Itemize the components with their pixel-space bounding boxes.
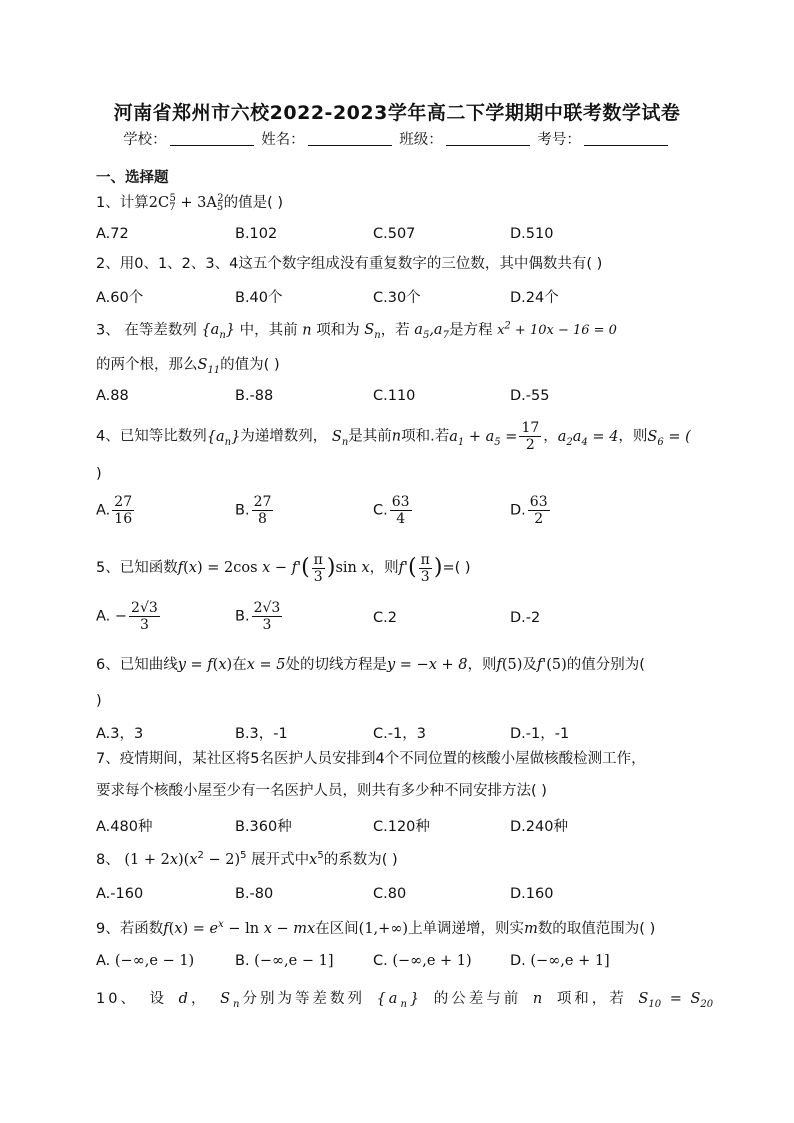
- q5-option-d[interactable]: D.-2: [510, 610, 541, 626]
- q4-option-b[interactable]: B. $\frac{27}{8}$: [235, 494, 272, 527]
- q3-option-d[interactable]: D.-55: [510, 388, 550, 404]
- q6-option-c[interactable]: C.-1，3: [373, 726, 426, 742]
- name-blank[interactable]: [308, 131, 392, 146]
- question-7-line-2: 要求每个核酸小屋至少有一名医护人员，则共有多少种不同安排方法( ): [96, 783, 547, 799]
- q9-option-c[interactable]: C. (−∞,e + 1): [373, 953, 472, 969]
- class-blank[interactable]: [446, 131, 530, 146]
- q8-option-b[interactable]: B.-80: [235, 886, 274, 902]
- q5-options: [96, 600, 696, 644]
- q3-options: [96, 388, 696, 418]
- question-5: 5、已知函数f(x) = 2cos x − f'( $\frac{\pi}{3}$ )sin x，则f'( $\frac{\pi}{3}$ )=( ): [96, 551, 471, 585]
- q4-option-d[interactable]: D. $\frac{63}{2}$: [510, 494, 548, 527]
- q4-option-c[interactable]: C. $\frac{63}{4}$: [373, 494, 410, 527]
- class-label: 班级：: [399, 132, 443, 148]
- q8-option-c[interactable]: C.80: [373, 886, 407, 902]
- question-4-line-1: 4、已知等比数列$\{a_n\}$为递增数列， $S_n$是其前n项和.若$a_1 + a_5$ = $\frac{17}{2}$ ，$a_2a_4 = 4$，则$S_6$ = (: [96, 420, 691, 453]
- q2-option-d[interactable]: D.24个: [510, 290, 559, 306]
- q1-option-b[interactable]: B.102: [235, 226, 278, 242]
- q7-option-b[interactable]: B.360种: [235, 819, 292, 835]
- q1-option-a[interactable]: A.72: [96, 226, 129, 242]
- q7-option-c[interactable]: C.120种: [373, 819, 430, 835]
- exam-number-label: 考号：: [537, 132, 581, 148]
- school-label: 学校：: [123, 132, 167, 148]
- question-3-line-2: 的两个根，那么$S_{11}$的值为( ): [96, 357, 280, 376]
- q6-option-d[interactable]: D.-1，-1: [510, 726, 570, 742]
- section-heading: 一、选择题: [96, 170, 169, 186]
- q2-options: [96, 286, 696, 316]
- q6-option-b[interactable]: B.3，-1: [235, 726, 288, 742]
- question-8: 8、 $(1 + 2x)(x^2 - 2)^5$ 展开式中$x^5$的系数为( ): [96, 850, 398, 868]
- question-4-line-2: ): [96, 466, 102, 482]
- q3-option-b[interactable]: B.-88: [235, 388, 274, 404]
- name-label: 姓名：: [261, 132, 305, 148]
- q7-options: [96, 815, 696, 845]
- question-2: 2、用0、1、2、3、4这五个数字组成没有重复数字的三位数，其中偶数共有( ): [96, 256, 603, 272]
- question-6-line-1: 6、已知曲线y = f(x)在x = 5处的切线方程是y = −x + 8，则f(5)及f'(5)的值分别为(: [96, 657, 645, 673]
- q5-option-c[interactable]: C.2: [373, 610, 397, 626]
- q9-option-d[interactable]: D. (−∞,e + 1]: [510, 953, 610, 969]
- q6-option-a[interactable]: A.3，3: [96, 726, 144, 742]
- q8-option-a[interactable]: A.-160: [96, 886, 144, 902]
- q2-option-a[interactable]: A.60个: [96, 290, 144, 306]
- q9-options: [96, 953, 696, 983]
- q2-option-b[interactable]: B.40个: [235, 290, 283, 306]
- q4-options: [96, 494, 696, 536]
- q8-option-d[interactable]: D.160: [510, 886, 554, 902]
- q3-option-c[interactable]: C.110: [373, 388, 416, 404]
- q2-option-c[interactable]: C.30个: [373, 290, 421, 306]
- q9-option-a[interactable]: A. (−∞,e − 1): [96, 953, 195, 969]
- page-title: 河南省郑州市六校2022-2023学年高二下学期期中联考数学试卷: [113, 102, 681, 124]
- school-blank[interactable]: [170, 131, 254, 146]
- question-7-line-1: 7、疫情期间，某社区将5名医护人员安排到4个不同位置的核酸小屋做核酸检测工作，: [96, 751, 646, 767]
- q1-option-c[interactable]: C.507: [373, 226, 416, 242]
- q7-option-d[interactable]: D.240种: [510, 819, 568, 835]
- q9-option-b[interactable]: B. (−∞,e − 1]: [235, 953, 334, 969]
- q1-expression: $2C_7^5 + 3A_5^2$: [148, 193, 224, 213]
- question-9: 9、若函数$f(x) = e^x - \ln x$ − mx在区间(1,+∞)上单调递增，则实m数的取值范围为( ): [96, 919, 656, 937]
- q4-option-a[interactable]: A. $\frac{27}{16}$: [96, 494, 133, 527]
- q5-option-b[interactable]: B. $\frac{2√3}{3}$: [235, 600, 281, 633]
- question-10-line-1: 10、 设 d， $S_n$分别为等差数列 $\{a_n\}$ 的公差与前 n 项和，若 $S_{10} = S_{20}$: [96, 991, 714, 1010]
- exam-number-blank[interactable]: [584, 131, 668, 146]
- question-3-line-1: 3、 在等差数列 $\{a_n\}$ 中，其前 n 项和为 $S_n$，若 $a_5,a_7$是方程 $x^2 + 10x - 16 = 0$: [96, 321, 617, 342]
- q5-option-a[interactable]: A. − $\frac{2√3}{3}$: [96, 600, 158, 633]
- q1-option-d[interactable]: D.510: [510, 226, 554, 242]
- student-info-line: [0, 128, 794, 149]
- q7-option-a[interactable]: A.480种: [96, 819, 153, 835]
- question-6-line-2: ): [96, 693, 102, 709]
- question-1: 1、计算$2C_7^5 + 3A_5^2$的值是( ): [96, 193, 284, 213]
- q3-option-a[interactable]: A.88: [96, 388, 129, 404]
